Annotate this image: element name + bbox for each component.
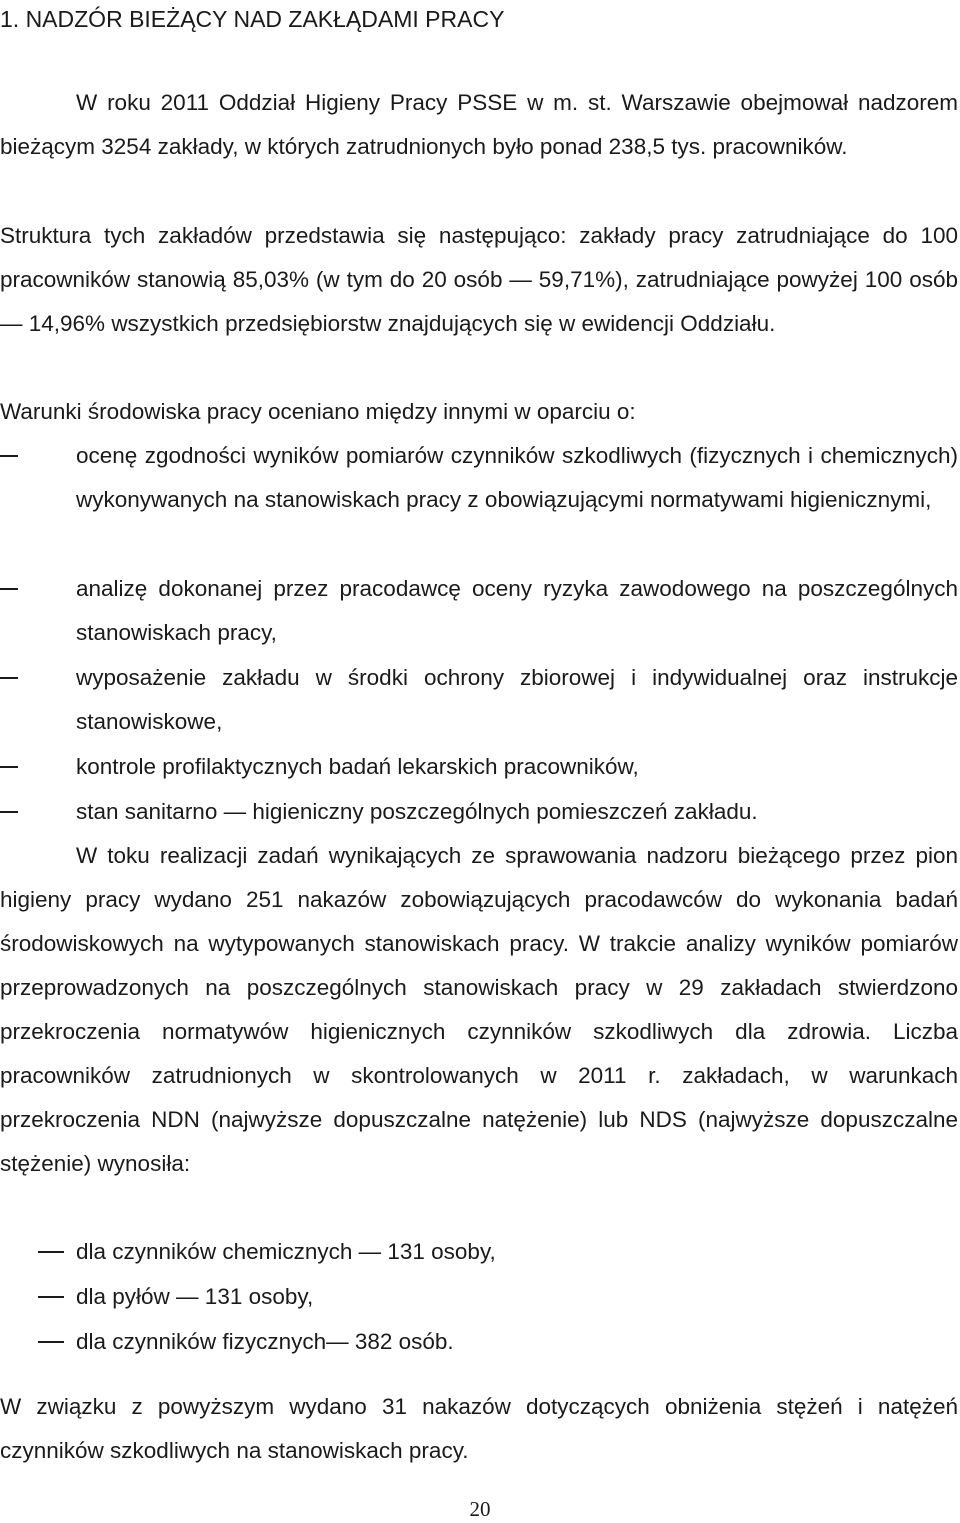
dash-bullet [38,1296,64,1298]
dash-bullet [0,588,18,590]
list-item: kontrole profilaktycznych badań lekarskich pracowników, [0,745,958,789]
list-item: analizę dokonanej przez pracodawcę oceny ryzyka zawodowego na poszczególnych stanowiskach pracy, [0,567,958,655]
paragraph-intro: W roku 2011 Oddział Higieny Pracy PSSE w m. st. Warszawie obejmował nadzorem bieżącym 3254 zakłady, w których zatrudnionych było ponad 238,5 tys. pracowników. [0,90,958,159]
list-item: dla czynników fizycznych— 382 osób. [0,1320,958,1364]
section-heading: 1. NADZÓR BIEŻĄCY NAD ZAKŁĄDAMI PRACY [0,6,505,32]
list-item: wyposażenie zakładu w środki ochrony zbiorowej i indywidualnej oraz instrukcje stanowiskowe, [0,656,958,744]
paragraph-conditions-intro: Warunki środowiska pracy oceniano między innymi w oparciu o: [0,399,636,424]
dash-bullet [38,1341,64,1343]
list-item: dla czynników chemicznych — 131 osoby, [0,1230,958,1274]
paragraph-structure: Struktura tych zakładów przedstawia się następująco: zakłady pracy zatrudniające do 100 pracowników stanowią 85,03% (w tym do 20 osób — 59,71%), zatrudniające powyżej 100 osób — 14,96% wszystkich przedsiębiorstw znajdujących się w ewidencji Oddziału. [0,223,958,336]
dash-bullet [0,455,18,457]
dash-bullet [0,677,18,679]
list-item: ocenę zgodności wyników pomiarów czynników szkodliwych (fizycznych i chemicznych) wykonywanych na stanowiskach pracy z obowiązującymi normatywami higienicznymi, [0,434,958,522]
paragraph-orders: W toku realizacji zadań wynikających ze sprawowania nadzoru bieżącego przez pion higieny pracy wydano 251 nakazów zobowiązujących pracodawców do wykonania badań środowiskowych na wytypowanych stanowiskach pracy. W trakcie analizy wyników pomiarów przeprowadzonych na poszczególnych stanowiskach pracy w 29 zakładach stwierdzono przekroczenia normatywów higienicznych czynników szkodliwych dla zdrowia. Liczba pracowników zatrudnionych w skontrolowanych w 2011 r. zakładach, w warunkach przekroczenia NDN (najwyższe dopuszczalne natężenie) lub NDS (najwyższe dopuszczalne stężenie) wynosiła: [0,843,958,1176]
dash-bullet [0,766,18,768]
page-number: 20 [469,1497,491,1521]
paragraph-conclusion: W związku z powyższym wydano 31 nakazów dotyczących obniżenia stężeń i natężeń czynników szkodliwych na stanowiskach pracy. [0,1394,958,1463]
dash-bullet [38,1251,64,1253]
dash-bullet [0,811,18,813]
list-item: dla pyłów — 131 osoby, [0,1275,958,1319]
list-item: stan sanitarno — higieniczny poszczególnych pomieszczeń zakładu. [0,790,958,834]
